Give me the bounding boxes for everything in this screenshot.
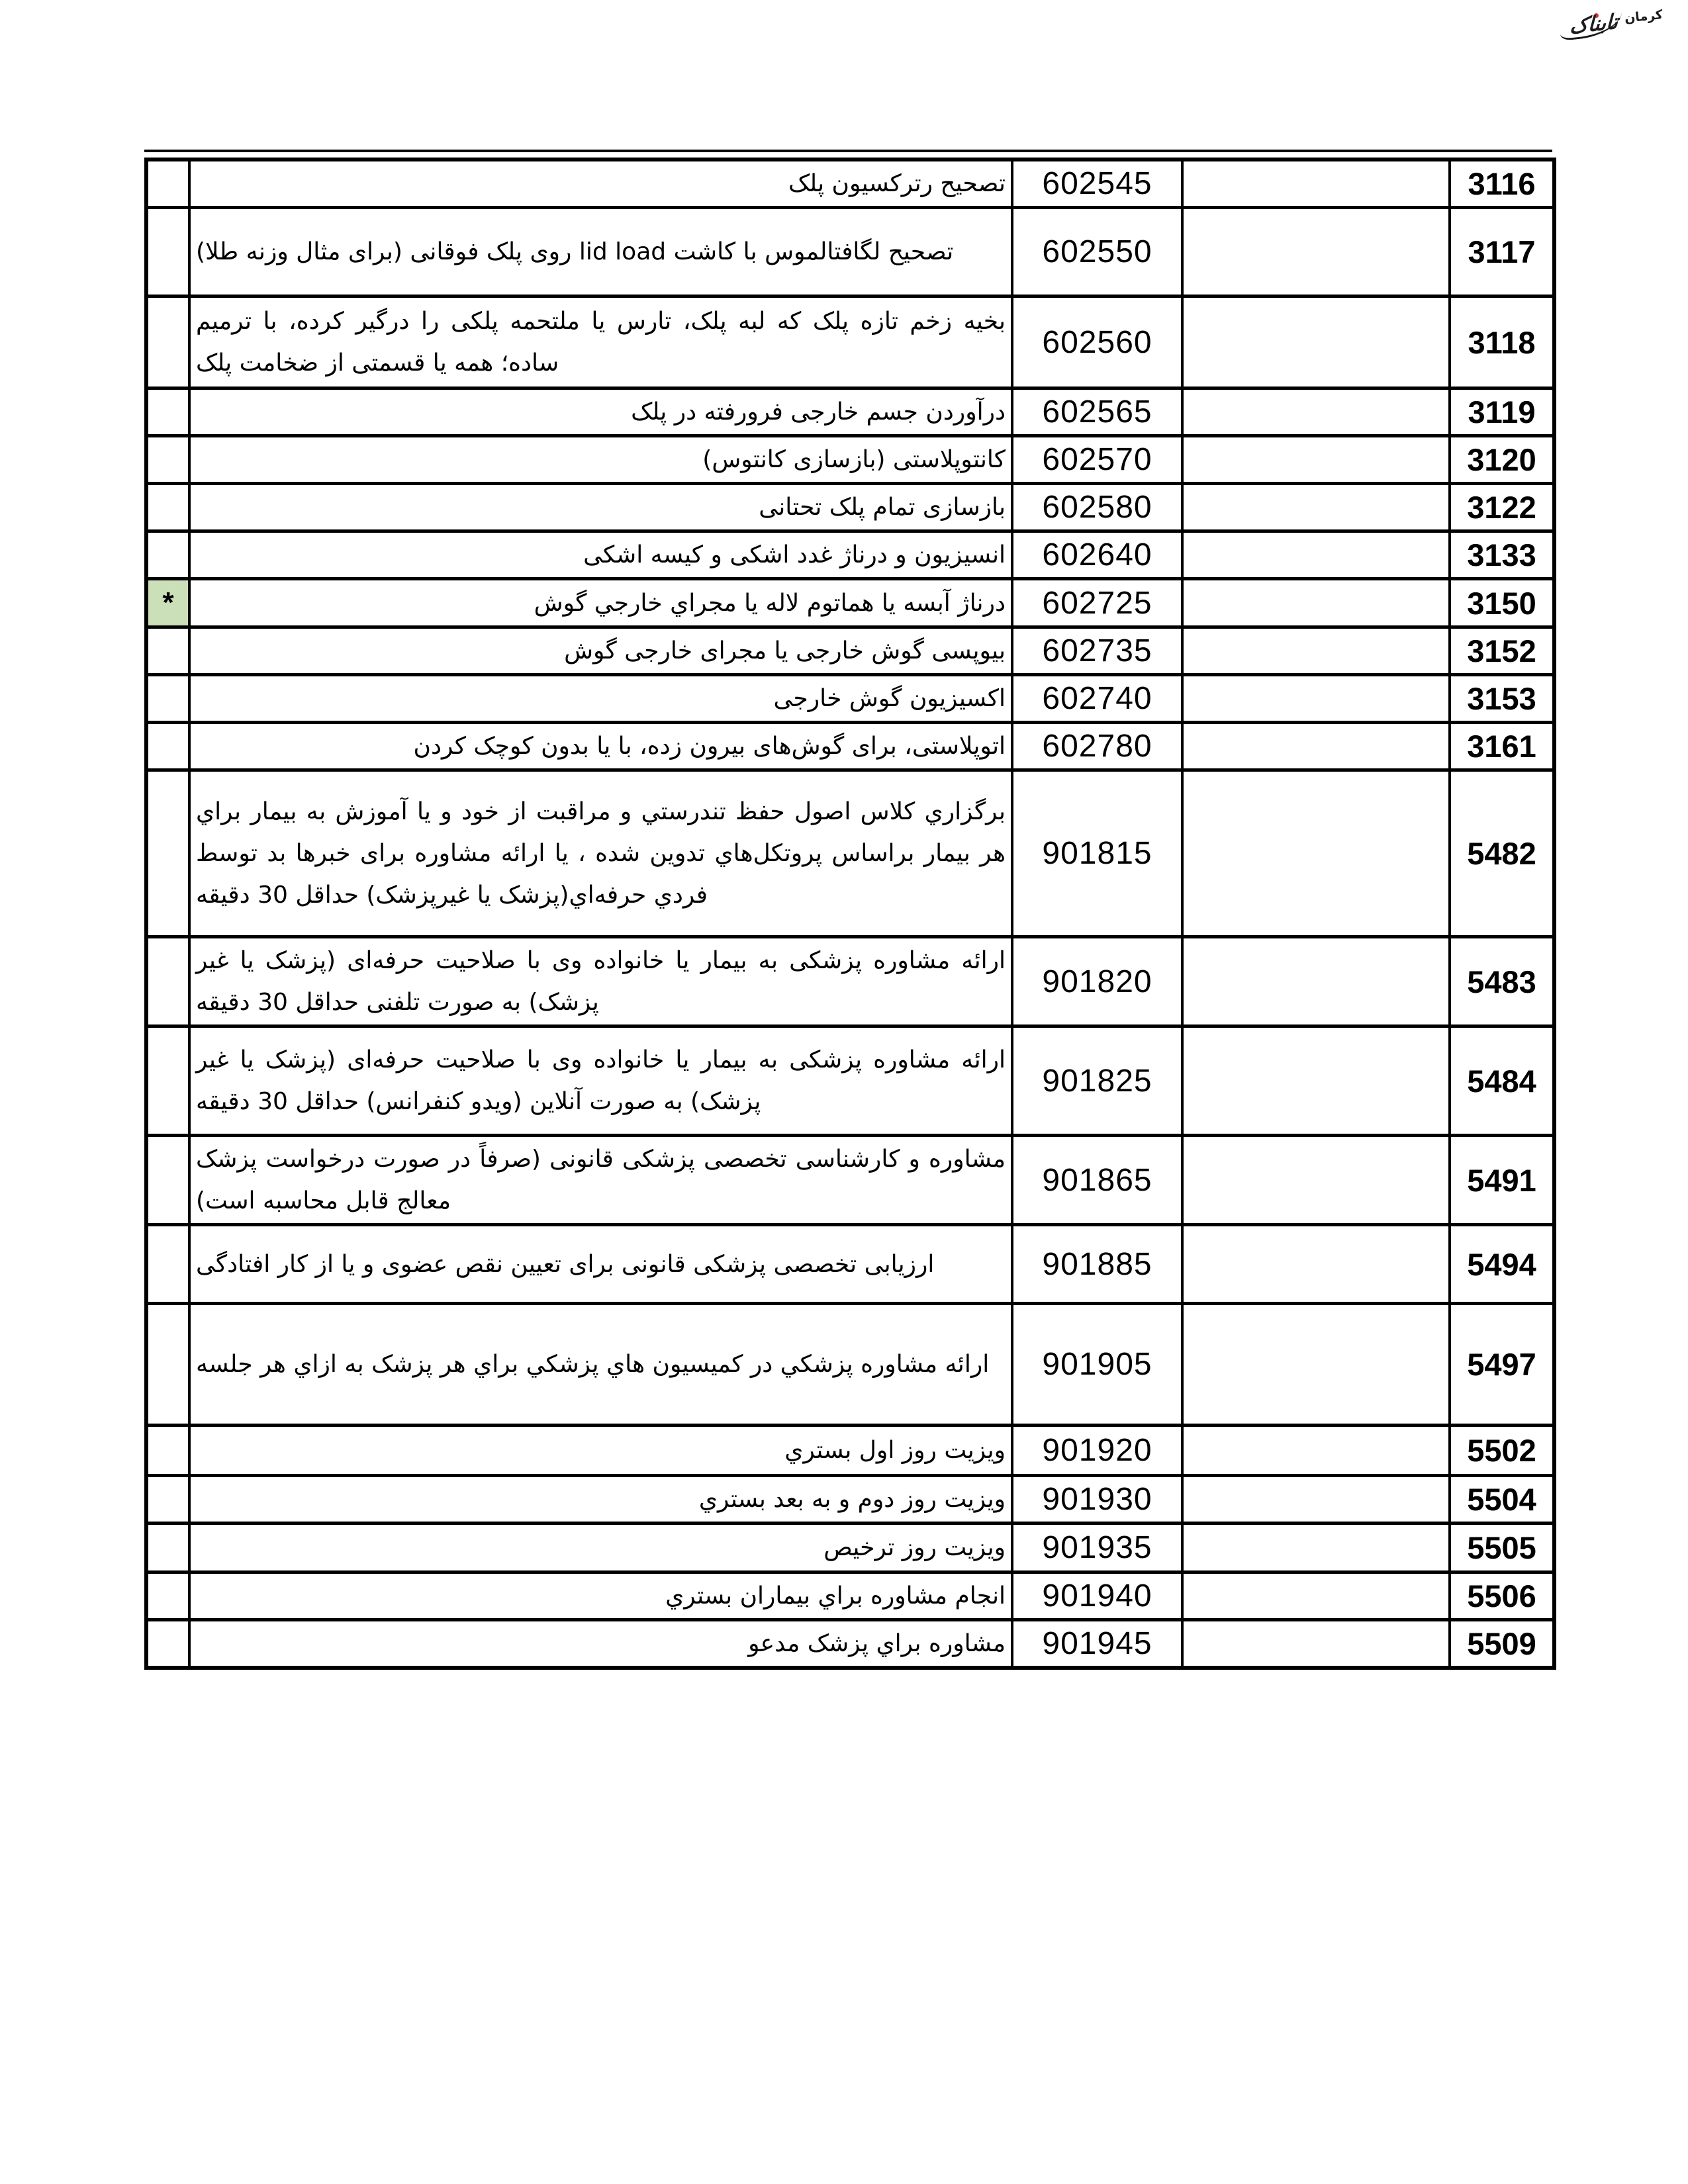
star-cell [146,1476,189,1524]
service-description: مشاوره و کارشناسی تخصصی پزشکی قانونی (صرفاً در صورت درخواست پزشک معالج قابل محاسبه است) [189,1136,1012,1225]
empty-value-cell [1182,723,1450,770]
table-row [146,1136,1554,1225]
empty-value-cell [1182,388,1450,436]
table-row [146,1225,1554,1304]
table-row [146,208,1554,296]
row-number: 5506 [1450,1572,1554,1620]
empty-value-cell [1182,1524,1450,1572]
star-cell [146,1524,189,1572]
service-code: 602735 [1012,627,1182,675]
table-row [146,531,1554,579]
row-number: 3119 [1450,388,1554,436]
service-code: 901905 [1012,1304,1182,1426]
star-cell [146,296,189,388]
row-number: 3161 [1450,723,1554,770]
tariff-table-body [146,159,1554,1668]
star-cell [146,388,189,436]
row-number: 3153 [1450,675,1554,723]
service-description: اکسیزیون گوش خارجی [189,675,1012,723]
table-top-rule [144,150,1552,152]
service-code: 901935 [1012,1524,1182,1572]
empty-value-cell [1182,1304,1450,1426]
row-number: 3120 [1450,436,1554,484]
table-row [146,1620,1554,1668]
logo-city-text: کرمان [1623,7,1664,26]
service-code: 602780 [1012,723,1182,770]
star-cell [146,1026,189,1136]
table-row [146,1572,1554,1620]
service-code: 602545 [1012,159,1182,208]
service-code: 602640 [1012,531,1182,579]
row-number: 5497 [1450,1304,1554,1426]
star-cell [146,1620,189,1668]
star-cell [146,531,189,579]
row-number: 3117 [1450,208,1554,296]
row-number: 3150 [1450,579,1554,627]
table-row [146,770,1554,937]
star-cell [146,159,189,208]
service-code: 602740 [1012,675,1182,723]
empty-value-cell [1182,484,1450,531]
service-description: ارائه مشاوره پزشکي در کمیسیون هاي پزشکي براي هر پزشک به ازاي هر جلسه [189,1304,1012,1426]
star-cell [146,675,189,723]
row-number: 3116 [1450,159,1554,208]
service-description: مشاوره براي پزشک مدعو [189,1620,1012,1668]
service-code: 602580 [1012,484,1182,531]
table-row [146,1026,1554,1136]
service-code: 901920 [1012,1426,1182,1476]
star-cell [146,723,189,770]
service-code: 602565 [1012,388,1182,436]
service-code: 901825 [1012,1026,1182,1136]
star-cell [146,937,189,1026]
empty-value-cell [1182,675,1450,723]
service-description: ارائه مشاوره پزشکی به بیمار یا خانواده وی با صلاحیت حرفه‌ای (پزشک یا غیر پزشک) به صورت تلفنی حداقل 30 دقیقه [189,937,1012,1026]
service-description: اتوپلاستی، برای گوش‌های بیرون زده، با یا بدون کوچک کردن [189,723,1012,770]
star-cell-marked: * [146,579,189,627]
row-number: 5491 [1450,1136,1554,1225]
row-number: 5482 [1450,770,1554,937]
service-code: 901865 [1012,1136,1182,1225]
empty-value-cell [1182,436,1450,484]
table-row [146,1426,1554,1476]
empty-value-cell [1182,1225,1450,1304]
service-description: ویزیت روز ترخیص [189,1524,1012,1572]
table-row [146,1524,1554,1572]
table-row [146,484,1554,531]
service-code: 901815 [1012,770,1182,937]
service-description: بخیه زخم تازه پلک که لبه پلک، تارس یا ملتحمه پلکی را درگیر کرده، با ترمیم ساده؛ همه یا قسمتی از ضخامت پلک [189,296,1012,388]
service-code: 602550 [1012,208,1182,296]
service-code: 602560 [1012,296,1182,388]
empty-value-cell [1182,1426,1450,1476]
row-number: 5483 [1450,937,1554,1026]
table-row [146,296,1554,388]
star-cell [146,484,189,531]
service-code: 602725 [1012,579,1182,627]
tabnak-kerman-watermark [1569,7,1664,44]
empty-value-cell [1182,159,1450,208]
service-description: بازسازی تمام پلک تحتانی [189,484,1012,531]
empty-value-cell [1182,1572,1450,1620]
table-row [146,436,1554,484]
row-number: 5509 [1450,1620,1554,1668]
empty-value-cell [1182,937,1450,1026]
service-description: درناژ آبسه یا هماتوم لاله یا مجراي خارجي گوش [189,579,1012,627]
star-cell [146,208,189,296]
service-description: انجام مشاوره براي بیماران بستري [189,1572,1012,1620]
row-number: 3122 [1450,484,1554,531]
table-row [146,388,1554,436]
table-row [146,723,1554,770]
empty-value-cell [1182,296,1450,388]
star-cell [146,1426,189,1476]
star-cell [146,1136,189,1225]
empty-value-cell [1182,1476,1450,1524]
star-cell [146,1225,189,1304]
service-description: درآوردن جسم خارجی فرورفته در پلک [189,388,1012,436]
service-code: 901885 [1012,1225,1182,1304]
star-cell [146,1572,189,1620]
table-row [146,627,1554,675]
service-description: تصحیح رترکسیون پلک [189,159,1012,208]
service-description: ویزیت روز اول بستري [189,1426,1012,1476]
empty-value-cell [1182,208,1450,296]
star-cell [146,627,189,675]
empty-value-cell [1182,1026,1450,1136]
star-cell [146,436,189,484]
service-description: کانتوپلاستی (بازسازی کانتوس) [189,436,1012,484]
service-code: 901940 [1012,1572,1182,1620]
table-row [146,579,1554,627]
service-description: تصحیح لگافتالموس با کاشت lid load روی پلک فوقانی (برای مثال وزنه طلا) [189,208,1012,296]
row-number: 5505 [1450,1524,1554,1572]
logo-brand-text: تابناک [1560,11,1622,41]
table-row [146,1304,1554,1426]
table-row [146,159,1554,208]
service-code: 901820 [1012,937,1182,1026]
service-description: انسیزیون و درناژ غدد اشکی و کیسه اشکی [189,531,1012,579]
table-row [146,675,1554,723]
star-cell [146,1304,189,1426]
row-number: 5484 [1450,1026,1554,1136]
empty-value-cell [1182,1136,1450,1225]
row-number: 3133 [1450,531,1554,579]
table-row [146,937,1554,1026]
empty-value-cell [1182,579,1450,627]
service-code: 901930 [1012,1476,1182,1524]
empty-value-cell [1182,627,1450,675]
row-number: 3118 [1450,296,1554,388]
service-description: ویزیت روز دوم و به بعد بستري [189,1476,1012,1524]
service-code: 901945 [1012,1620,1182,1668]
row-number: 5504 [1450,1476,1554,1524]
empty-value-cell [1182,770,1450,937]
service-description: ارزیابی تخصصی پزشکی قانونی برای تعیین نقص عضوی و یا از کار افتادگی [189,1225,1012,1304]
service-description: برگزاري کلاس اصول حفظ تندرستي و مراقبت از خود و يا آموزش به بيمار براي هر بيمار براساس پروتکل‌هاي تدوين شده ، يا ارائه مشاوره برای خبرها بد توسط فردي حرفه‌اي(پزشک يا غيرپزشک) حداقل 30 دقيقه [189,770,1012,937]
empty-value-cell [1182,531,1450,579]
table-row [146,1476,1554,1524]
empty-value-cell [1182,1620,1450,1668]
tariff-table [144,158,1556,1670]
star-cell [146,770,189,937]
row-number: 5494 [1450,1225,1554,1304]
service-description: بیوپسی گوش خارجی یا مجرای خارجی گوش [189,627,1012,675]
row-number: 5502 [1450,1426,1554,1476]
row-number: 3152 [1450,627,1554,675]
service-code: 602570 [1012,436,1182,484]
service-description: ارائه مشاوره پزشکی به بیمار یا خانواده وی با صلاحیت حرفه‌ای (پزشک یا غیر پزشک) به صورت آنلاین (ویدو کنفرانس) حداقل 30 دقیقه [189,1026,1012,1136]
